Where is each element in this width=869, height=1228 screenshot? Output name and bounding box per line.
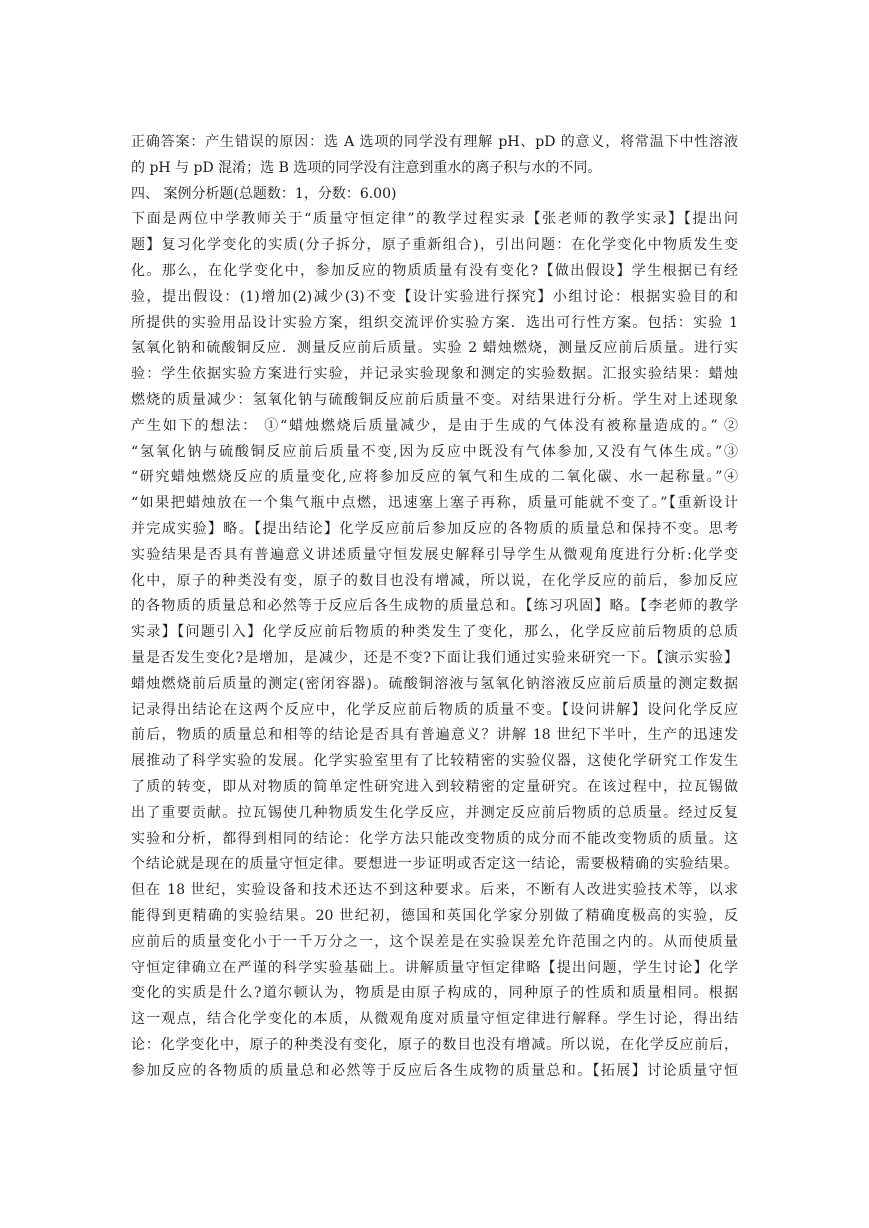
case-line: 但在 18 世纪，实验设备和技术还达不到这种要求。后来，不断有人改进实验技术等，以求 (131, 882, 738, 899)
case-line: 了质的转变，即从对物质的简单定性研究进入到较精密的定量研究。在该过程中，拉瓦锡做 (131, 778, 738, 795)
answer-paragraph (131, 130, 738, 182)
case-line: 这一观点，结合化学变化的本质，从微观角度对质量守恒定律进行解释。学生讨论，得出结 (131, 1011, 738, 1028)
case-line: 实验结果是否具有普遍意义讲述质量守恒发展史解释引导学生从微观角度进行分析:化学变 (131, 546, 738, 563)
case-line: 实验和分析，都得到相同的结论：化学方法只能改变物质的成分而不能改变物质的质量。这 (131, 830, 738, 847)
case-line: 产生如下的想法： ①“蜡烛燃烧后质量减少，是由于生成的气体没有被称量造成的。” ② (131, 417, 738, 434)
answer-line-2: 的 pH 与 pD 混淆；选 B 选项的同学没有注意到重水的离子积与水的不同。 (131, 159, 602, 176)
case-line: 个结论就是现在的质量守恒定律。要想进一步证明或否定这一结论，需要极精确的实验结果。 (131, 856, 738, 873)
case-line: 能得到更精确的实验结果。20 世纪初，德国和英国化学家分别做了精确度极高的实验，反 (131, 907, 738, 924)
section-heading (131, 182, 738, 208)
case-line: 并完成实验】略。【提出结论】化学反应前后参加反应的各物质的质量总和保持不变。思考 (131, 520, 738, 537)
case-line: 所提供的实验用品设计实验方案，组织交流评价实验方案．选出可行性方案。包括：实验 1 (131, 314, 738, 331)
case-line: 氢氧化钠和硫酸铜反应．测量反应前后质量。实验 2 蜡烛燃烧，测量反应前后质量。进行实 (131, 340, 738, 357)
case-line: 变化的实质是什么?道尔顿认为，物质是由原子构成的，同种原子的性质和质量相同。根据 (131, 985, 738, 1002)
case-line: 参加反应的各物质的质量总和必然等于反应后各生成物的质量总和。【拓展】讨论质量守恒 (131, 1062, 738, 1079)
document-page (131, 130, 738, 1084)
section-heading-text: 四、 案例分析题(总题数：1，分数：6.00) (131, 185, 397, 202)
case-line: 验，提出假设：(1)增加(2)减少(3)不变【设计实验进行探究】小组讨论：根据实验目的和 (131, 288, 738, 305)
case-line: 展推动了科学实验的发展。化学实验室里有了比较精密的实验仪器，这使化学研究工作发生 (131, 753, 738, 770)
case-line: 论：化学变化中，原子的种类没有变化，原子的数目也没有增减。所以说，在化学反应前后， (131, 1036, 738, 1053)
case-line: 记录得出结论在这两个反应中，化学反应前后物质的质量不变。【设问讲解】设问化学反应 (131, 701, 738, 718)
case-line: 题】复习化学变化的实质(分子拆分，原子重新组合)，引出问题：在化学变化中物质发生变 (131, 237, 738, 254)
case-line: “氢氧化钠与硫酸铜反应前后质量不变,因为反应中既没有气体参加,又没有气体生成。”③ (131, 443, 738, 460)
case-line: 出了重要贡献。拉瓦锡使几种物质发生化学反应，并测定反应前后物质的总质量。经过反复 (131, 804, 738, 821)
case-line: 验：学生依据实验方案进行实验，并记录实验现象和测定的实验数据。汇报实验结果：蜡烛 (131, 366, 738, 383)
case-line: 的各物质的质量总和必然等于反应后各生成物的质量总和。【练习巩固】略。【李老师的教学 (131, 598, 738, 615)
case-line: 实录】【问题引入】化学反应前后物质的种类发生了变化，那么，化学反应前后物质的总质 (131, 624, 738, 641)
case-line: 化。那么，在化学变化中，参加反应的物质质量有没有变化?【做出假设】学生根据已有经 (131, 262, 738, 279)
case-line: “如果把蜡烛放在一个集气瓶中点燃，迅速塞上塞子再称，质量可能就不变了。”【重新设计 (131, 495, 738, 512)
answer-line-1: 正确答案：产生错误的原因：选 A 选项的同学没有理解 pH、pD 的意义，将常温下中性溶液 (131, 134, 738, 150)
case-line: 燃烧的质量减少：氢氧化钠与硫酸铜反应前后质量不变。对结果进行分析。学生对上述现象 (131, 391, 738, 408)
case-line: 守恒定律确立在严谨的科学实验基础上。讲解质量守恒定律略【提出问题，学生讨论】化学 (131, 959, 738, 976)
case-analysis-paragraph (131, 207, 738, 1084)
case-line: 化中，原子的种类没有变，原子的数目也没有增减，所以说，在化学反应的前后，参加反应 (131, 572, 738, 589)
case-line: 前后，物质的质量总和相等的结论是否具有普遍意义？讲解 18 世纪下半叶，生产的迅速发 (131, 727, 738, 744)
case-line: 下面是两位中学教师关于“质量守恒定律”的教学过程实录【张老师的教学实录】【提出问 (131, 211, 738, 228)
case-line: 应前后的质量变化小于一千万分之一，这个误差是在实验误差允许范围之内的。从而使质量 (131, 933, 738, 950)
case-line: 蜡烛燃烧前后质量的测定(密闭容器)。硫酸铜溶液与氢氧化钠溶液反应前后质量的测定数据 (131, 675, 738, 692)
case-line: “研究蜡烛燃烧反应的质量变化,应将参加反应的氧气和生成的二氧化碳、水一起称量。”④ (131, 469, 738, 486)
case-line: 量是否发生变化?是增加，是减少，还是不变?下面让我们通过实验来研究一下。【演示实验】 (131, 649, 738, 666)
